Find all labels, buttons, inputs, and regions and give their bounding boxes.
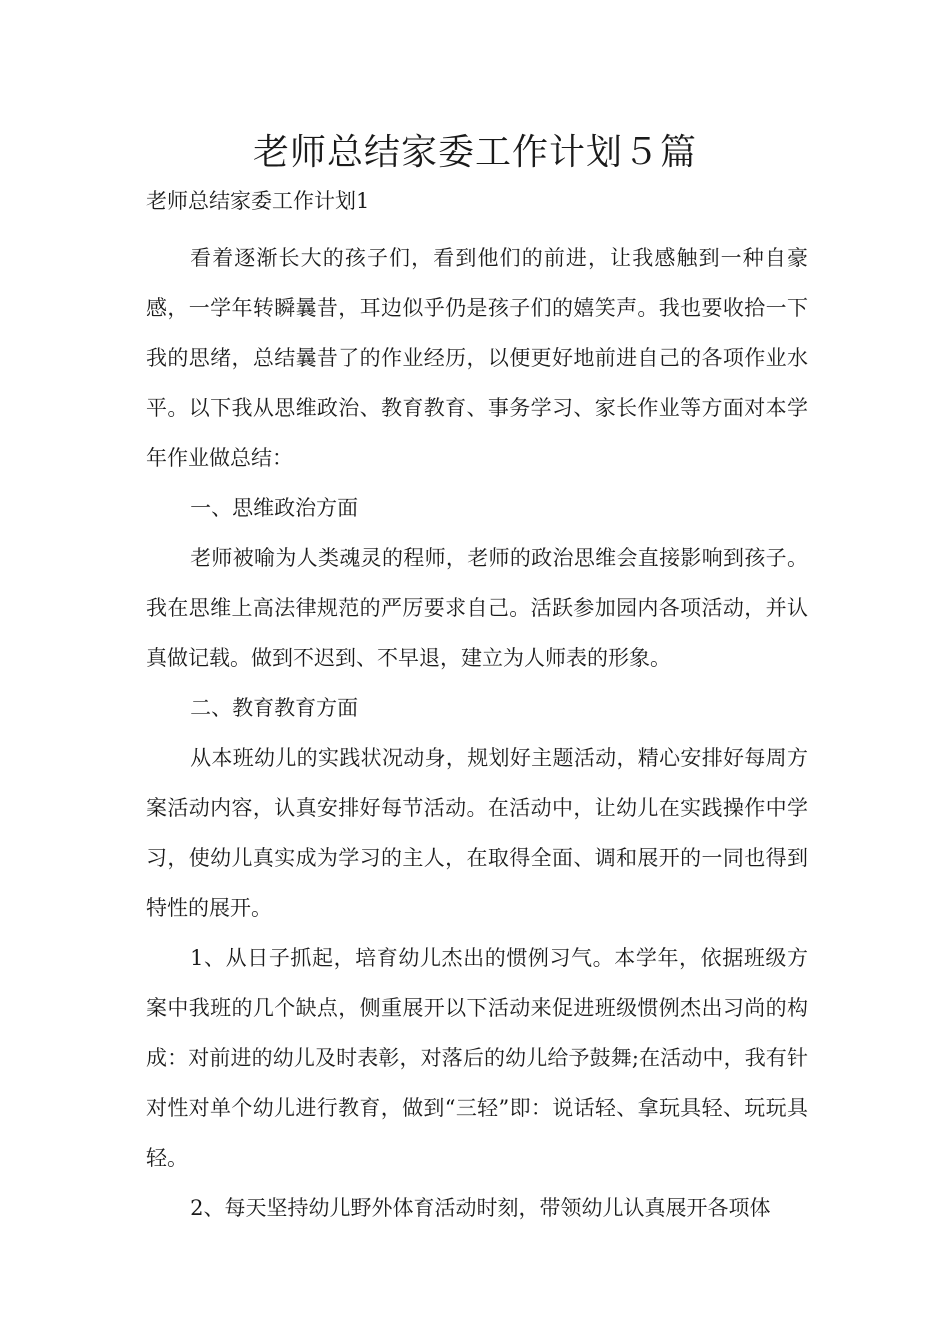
section-heading-political: 一、思维政治方面 — [190, 496, 359, 520]
paragraph-education: 从本班幼儿的实践状况动身，规划好主题活动，精心安排好每周方案活动内容，认真安排好每节活动。在活动中，让幼儿在实践操作中学习，使幼儿真实成为学习的主人，在取得全面、调和展开的一同也得到特性的展开。 — [146, 746, 808, 920]
document-body — [146, 233, 808, 1233]
paragraph-intro: 看着逐渐长大的孩子们，看到他们的前进，让我感触到一种自豪感，一学年转瞬曩昔，耳边似乎仍是孩子们的嬉笑声。我也要收拾一下我的思绪，总结曩昔了的作业经历，以便更好地前进自己的各项作业水平。以下我从思维政治、教育教育、事务学习、家长作业等方面对本学年作业做总结： — [146, 246, 808, 470]
section-heading-education: 二、教育教育方面 — [190, 696, 359, 720]
paragraph-item-1: 1、从日子抓起，培育幼儿杰出的惯例习气。本学年，依据班级方案中我班的几个缺点，侧重展开以下活动来促进班级惯例杰出习尚的构成：对前进的幼儿及时表彰，对落后的幼儿给予鼓舞;在活动中，我有针对性对单个幼儿进行教育，做到“三轻”即：说话轻、拿玩具轻、玩玩具轻。 — [146, 946, 808, 1170]
document-subtitle: 老师总结家委工作计划1 — [146, 189, 370, 213]
document-title: 老师总结家委工作计划５篇 — [252, 132, 697, 173]
paragraph-item-2: 2、每天坚持幼儿野外体育活动时刻，带领幼儿认真展开各项体 — [190, 1196, 771, 1220]
paragraph-political: 老师被喻为人类魂灵的程师，老师的政治思维会直接影响到孩子。我在思维上高法律规范的严厉要求自己。活跃参加园内各项活动，并认真做记载。做到不迟到、不早退，建立为人师表的形象。 — [146, 546, 808, 670]
